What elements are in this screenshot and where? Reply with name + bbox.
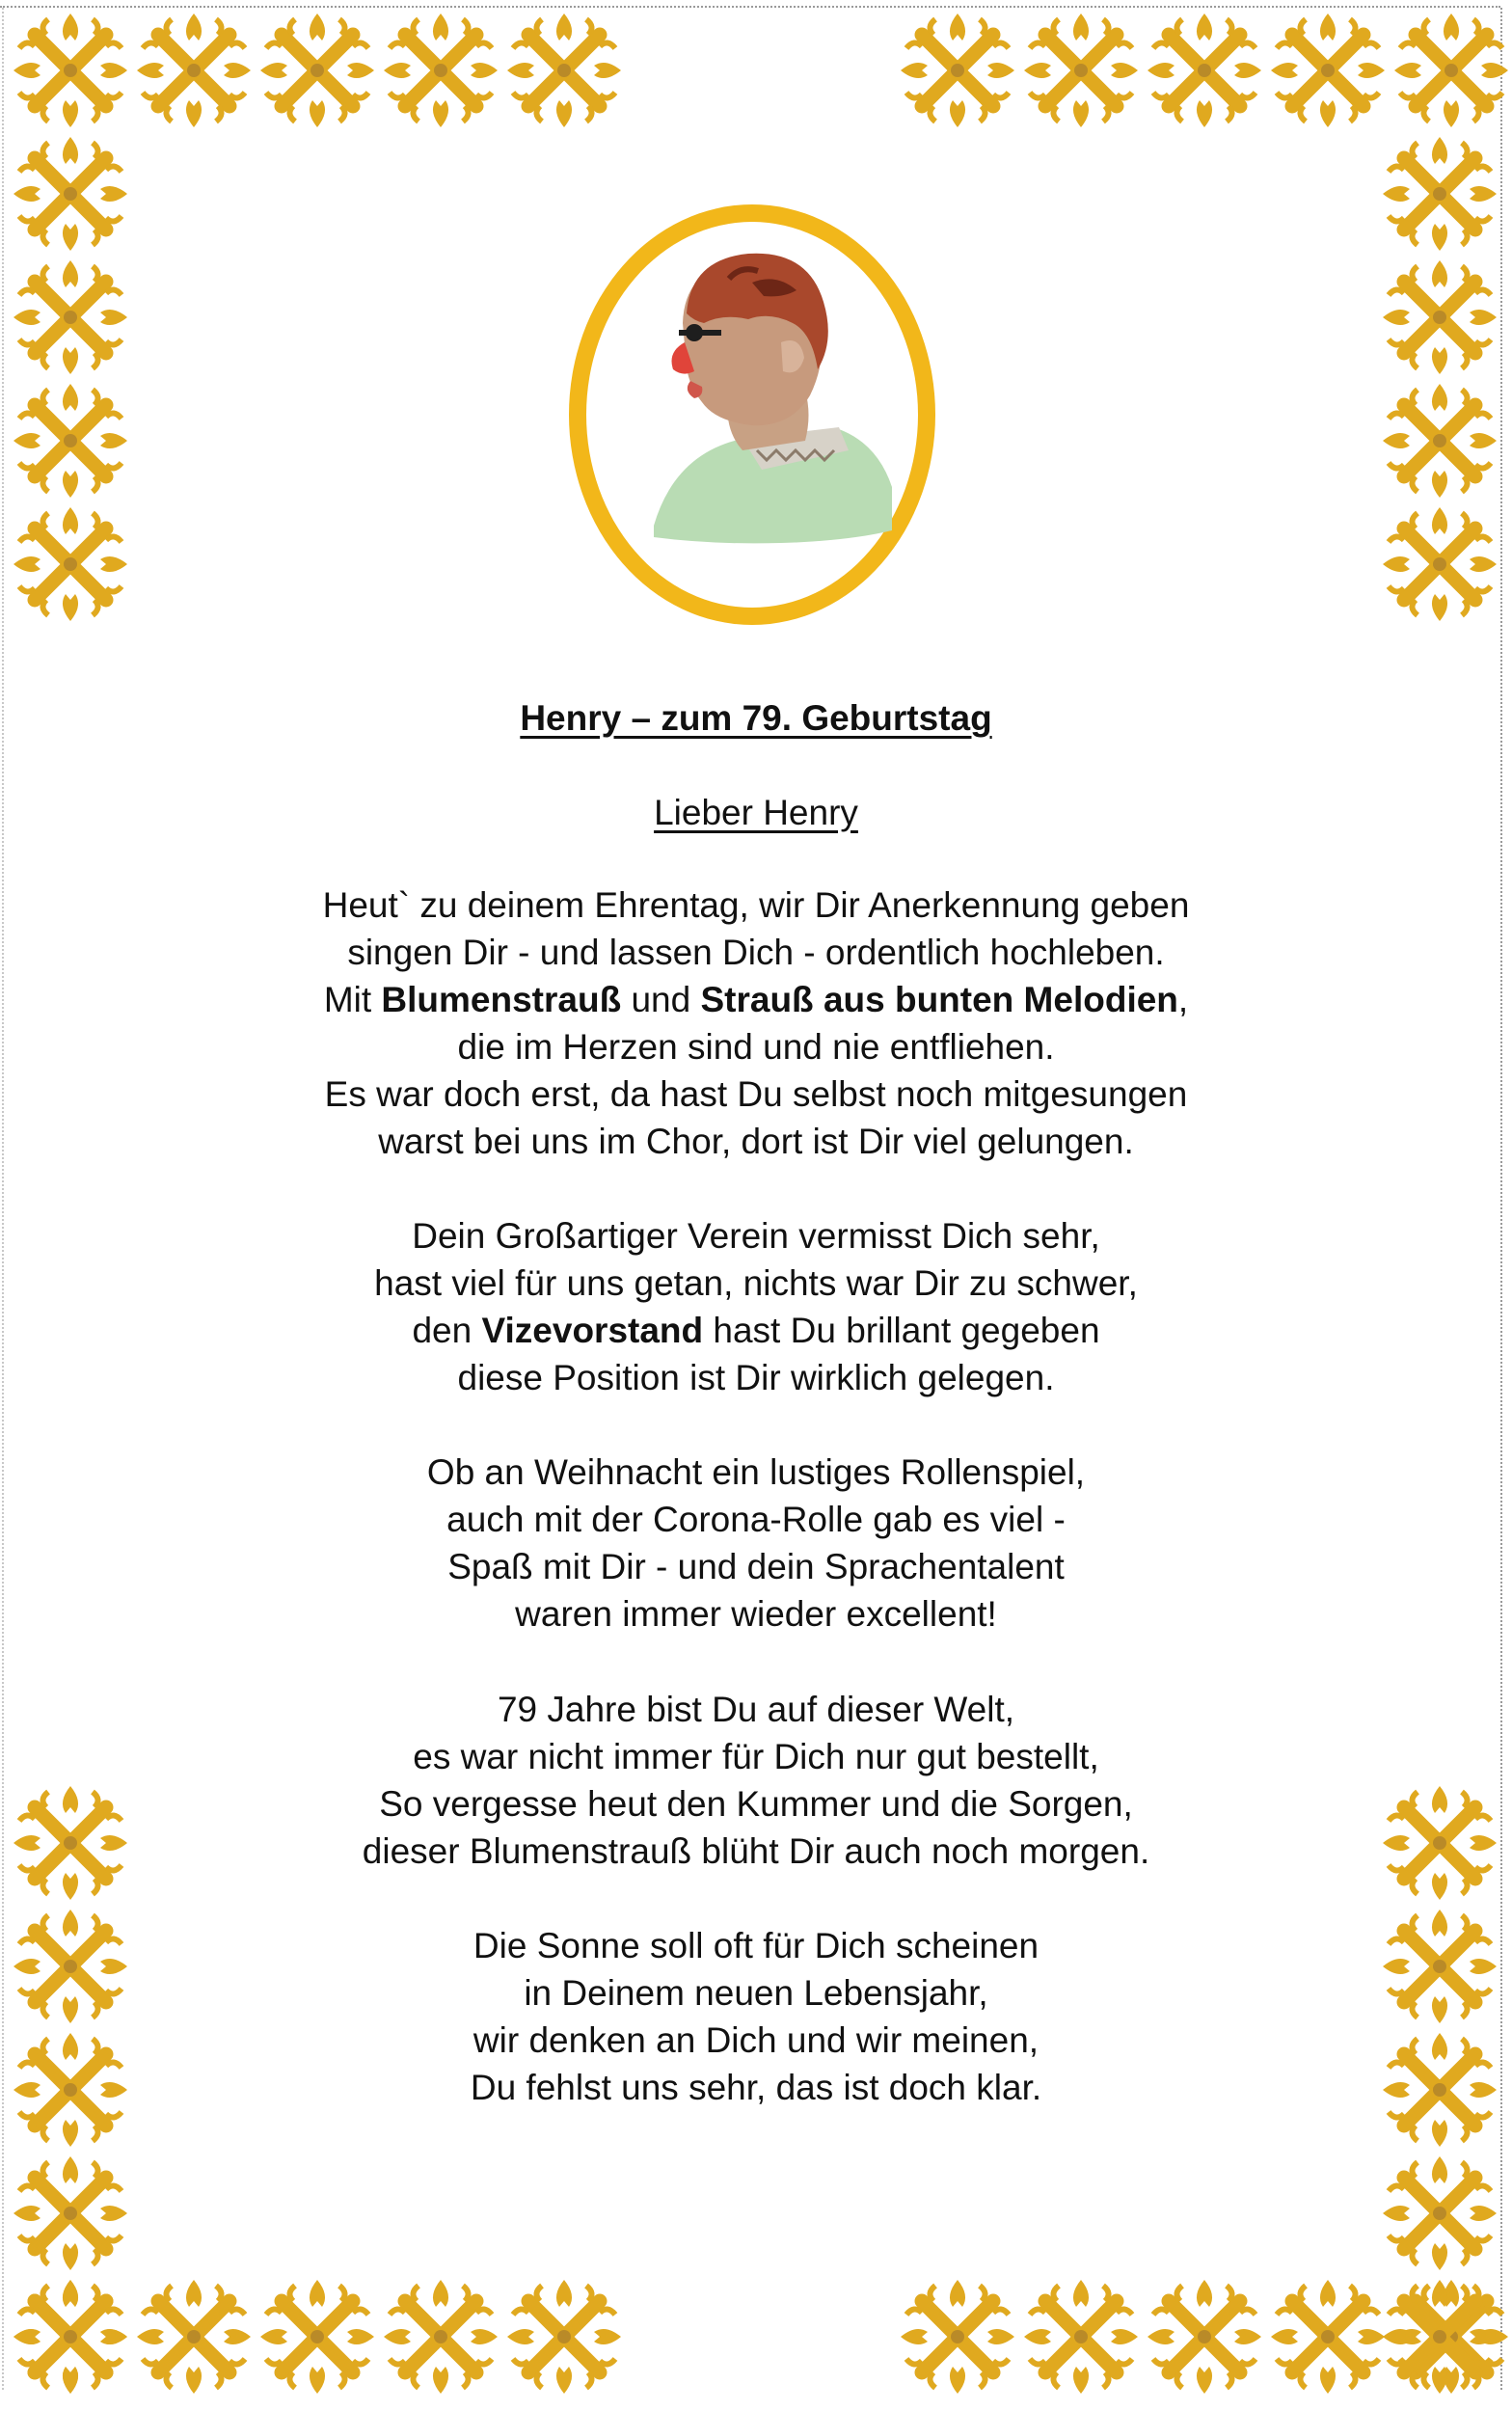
poem-text: , [1177,980,1189,1019]
poem-line: warst bei uns im Chor, dort ist Dir viel gelungen. [378,1122,1134,1161]
fleur-de-lis-ornament-icon [133,2276,255,2397]
poem-line: die im Herzen sind und nie entfliehen. [457,1027,1055,1067]
poem-title: Henry – zum 79. Geburtstag [520,698,992,738]
poem-emphasis: Strauß aus bunten Melodien [700,980,1178,1019]
poem-line: singen Dir - und lassen Dich - ordentlich hochleben. [347,933,1165,972]
fleur-de-lis-ornament-icon [1144,2276,1265,2397]
poem-line [0,976,1512,1023]
fleur-de-lis-ornament-icon [10,10,131,131]
poem-text: und [621,980,701,1019]
fleur-de-lis-ornament-icon [256,10,378,131]
poem-line: waren immer wieder excellent! [515,1594,997,1634]
poem-line: hast viel für uns getan, nichts war Dir zu schwer, [374,1263,1138,1303]
fleur-de-lis-ornament-icon [380,2276,501,2397]
poem-stanza-4 [0,1686,1512,1875]
poem-stanza-1 [0,881,1512,1165]
portrait-medallion [559,198,945,632]
poem-line: Die Sonne soll oft für Dich scheinen [472,1926,1040,1965]
poem-salutation: Lieber Henry [654,793,858,832]
poem-text: Mit [323,980,382,1019]
fleur-de-lis-ornament-icon [897,10,1018,131]
poem-line: Du fehlst uns sehr, das ist doch klar. [470,2068,1042,2107]
person-profile-icon [559,198,945,632]
poem-line [0,1307,1512,1354]
poem-text: den [412,1311,482,1350]
poem-line: Dein Großartiger Verein vermisst Dich sehr, [412,1216,1100,1256]
fleur-de-lis-ornament-icon [10,2153,131,2274]
fleur-de-lis-ornament-icon [10,2276,131,2397]
fleur-de-lis-ornament-icon [1379,257,1500,378]
poem-emphasis: Vizevorstand [481,1311,704,1350]
fleur-de-lis-ornament-icon [133,10,255,131]
poem-line: in Deinem neuen Lebensjahr, [524,1973,988,2013]
poem-line: wir denken an Dich und wir meinen, [472,2020,1040,2060]
fleur-de-lis-ornament-icon [1379,503,1500,625]
fleur-de-lis-ornament-icon [503,10,625,131]
poem-stanza-5 [0,1922,1512,2111]
fleur-de-lis-ornament-icon [1267,10,1389,131]
fleur-de-lis-ornament-icon [1379,133,1500,255]
poem-line: diese Position ist Dir wirklich gelegen. [457,1358,1055,1397]
fleur-de-lis-ornament-icon [10,133,131,255]
poem-line: Spaß mit Dir - und dein Sprachentalent [447,1547,1065,1586]
poem-line: dieser Blumenstrauß blüht Dir auch noch morgen. [362,1831,1150,1871]
fleur-de-lis-ornament-icon [1379,380,1500,501]
poem-line: es war nicht immer für Dich nur gut bestellt, [413,1737,1099,1776]
fleur-de-lis-ornament-icon [10,380,131,501]
poem-line: auch mit der Corona-Rolle gab es viel - [446,1500,1066,1539]
fleur-de-lis-ornament-icon [1144,10,1265,131]
fleur-de-lis-ornament-icon [1020,10,1142,131]
poem-line: 79 Jahre bist Du auf dieser Welt, [497,1690,1015,1729]
fleur-de-lis-ornament-icon [10,257,131,378]
poem-stanza-2 [0,1212,1512,1401]
fleur-de-lis-ornament-icon [1020,2276,1142,2397]
fleur-de-lis-ornament-icon [10,503,131,625]
scan-edge-top [0,6,1500,8]
fleur-de-lis-ornament-icon [503,2276,625,2397]
poem-line: So vergesse heut den Kummer und die Sorgen, [379,1784,1133,1824]
poem-line: Heut` zu deinem Ehrentag, wir Dir Anerkennung geben [322,885,1190,925]
poem-text: hast Du brillant gegeben [703,1311,1100,1350]
poem-line: Es war doch erst, da hast Du selbst noch mitgesungen [324,1074,1188,1114]
fleur-de-lis-ornament-icon [897,2276,1018,2397]
fleur-de-lis-ornament-icon [1267,2276,1389,2397]
fleur-de-lis-ornament-icon [380,10,501,131]
poem-stanza-3 [0,1449,1512,1638]
poem-emphasis: Blumenstrauß [381,980,622,1019]
fleur-de-lis-ornament-icon [1390,10,1512,131]
poem-line: Ob an Weihnacht ein lustiges Rollenspiel, [426,1452,1086,1492]
fleur-de-lis-ornament-icon [1379,2276,1500,2397]
fleur-de-lis-ornament-icon [1379,2153,1500,2274]
fleur-de-lis-ornament-icon [256,2276,378,2397]
